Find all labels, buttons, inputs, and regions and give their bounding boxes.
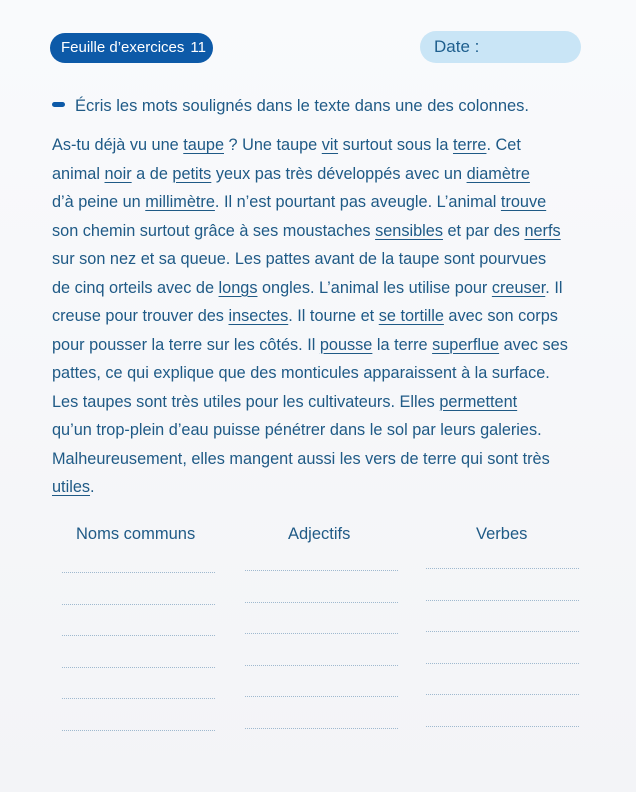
- worksheet-title: Feuille d’exercices: [61, 39, 185, 56]
- date-field[interactable]: [420, 31, 581, 63]
- underlined-word: pousse: [319, 335, 373, 354]
- text-segment: Malheureusement, elles mangent aussi les vers de terre qui sont très: [52, 449, 550, 468]
- answer-line-adjectifs[interactable]: [245, 728, 398, 729]
- answer-line-noms-communs[interactable]: [62, 604, 215, 605]
- text-segment: . Il tourne et: [288, 307, 379, 325]
- answer-line-adjectifs[interactable]: [245, 602, 398, 603]
- text-segment: pattes, ce qui explique que des monticules apparaissent à la surface.: [52, 364, 550, 382]
- text-line: [52, 302, 592, 331]
- text-segment: surtout sous la: [338, 136, 453, 154]
- underlined-word: se tortille: [378, 307, 444, 325]
- column-header-noms-communs: Noms communs: [76, 525, 196, 543]
- date-label: Date :: [434, 37, 480, 56]
- text-segment: .: [90, 478, 95, 496]
- text-segment: la terre: [372, 335, 433, 354]
- underlined-word: permettent: [439, 392, 518, 411]
- answer-line-verbes[interactable]: [426, 726, 579, 727]
- underlined-word: sensibles: [375, 221, 443, 240]
- answer-line-verbes[interactable]: [426, 694, 579, 695]
- worksheet-number: 11: [190, 39, 206, 56]
- underlined-word: millimètre: [145, 193, 215, 211]
- answer-line-noms-communs[interactable]: [62, 635, 215, 636]
- underlined-word: creuser: [491, 278, 546, 297]
- text-segment: As-tu déjà vu une: [52, 136, 184, 154]
- column-header-adjectifs: Adjectifs: [288, 525, 351, 543]
- text-segment: a de: [131, 164, 173, 183]
- underlined-word: nerfs: [524, 221, 561, 240]
- answer-line-noms-communs[interactable]: [62, 667, 215, 668]
- underlined-word: utiles: [52, 478, 91, 496]
- underlined-word: diamètre: [466, 164, 530, 183]
- text-segment: Les taupes sont très utiles pour les cultivateurs. Elles: [52, 392, 440, 411]
- reading-text: [52, 131, 592, 502]
- text-segment: pour pousser la terre sur les côtés. Il: [52, 335, 320, 354]
- answer-line-noms-communs[interactable]: [62, 698, 215, 699]
- answer-line-verbes[interactable]: [426, 631, 579, 632]
- text-segment: . Cet: [486, 136, 521, 154]
- bullet-dash-icon: [52, 102, 65, 107]
- text-line: [52, 331, 592, 360]
- underlined-word: trouve: [500, 193, 547, 211]
- text-line: [52, 388, 592, 417]
- underlined-word: longs: [218, 278, 258, 297]
- text-segment: . Il n’est pourtant pas aveugle. L’animal: [214, 193, 501, 211]
- text-segment: et par des: [442, 221, 525, 240]
- instruction: [52, 97, 529, 116]
- answer-line-adjectifs[interactable]: [245, 570, 398, 571]
- answer-line-verbes[interactable]: [426, 568, 579, 569]
- underlined-word: petits: [172, 164, 212, 183]
- text-segment: ? Une taupe: [224, 136, 322, 154]
- underlined-word: vit: [321, 136, 339, 154]
- text-segment: sur son nez et sa queue. Les pattes avant de la taupe sont pourvues: [52, 250, 547, 268]
- text-line: [52, 131, 592, 160]
- text-line: [52, 217, 592, 246]
- text-line: [52, 274, 592, 303]
- underlined-word: terre: [452, 136, 487, 154]
- underlined-word: insectes: [228, 307, 289, 325]
- text-segment: avec son corps: [443, 307, 558, 325]
- text-segment: qu’un trop-plein d’eau puisse pénétrer dans le sol par leurs galeries.: [52, 421, 542, 439]
- text-line: [52, 445, 592, 474]
- underlined-word: superflue: [432, 335, 500, 354]
- answer-line-verbes[interactable]: [426, 663, 579, 664]
- worksheet-title-badge: [50, 33, 213, 63]
- answer-line-adjectifs[interactable]: [245, 633, 398, 634]
- answer-line-noms-communs[interactable]: [62, 730, 215, 731]
- text-line: [52, 473, 592, 502]
- text-line: [52, 416, 592, 445]
- text-segment: yeux pas très développés avec un: [211, 164, 467, 183]
- column-header-verbes: Verbes: [476, 525, 528, 543]
- answer-line-verbes[interactable]: [426, 600, 579, 601]
- text-line: [52, 245, 592, 274]
- answer-line-adjectifs[interactable]: [245, 665, 398, 666]
- text-segment: son chemin surtout grâce à ses moustaches: [52, 221, 376, 240]
- underlined-word: taupe: [183, 136, 224, 154]
- text-segment: avec ses: [499, 335, 568, 354]
- text-segment: creuse pour trouver des: [52, 307, 229, 325]
- text-line: [52, 160, 592, 189]
- text-line: [52, 359, 592, 388]
- answer-line-noms-communs[interactable]: [62, 572, 215, 573]
- text-segment: ongles. L’animal les utilise pour: [257, 278, 492, 297]
- underlined-word: noir: [104, 164, 132, 183]
- text-segment: de cinq orteils avec de: [52, 278, 219, 297]
- answer-line-adjectifs[interactable]: [245, 696, 398, 697]
- text-segment: . Il: [545, 278, 563, 297]
- text-segment: d’à peine un: [52, 193, 146, 211]
- text-segment: animal: [52, 164, 105, 183]
- instruction-text: Écris les mots soulignés dans le texte dans une des colonnes.: [75, 97, 530, 115]
- text-line: [52, 188, 592, 217]
